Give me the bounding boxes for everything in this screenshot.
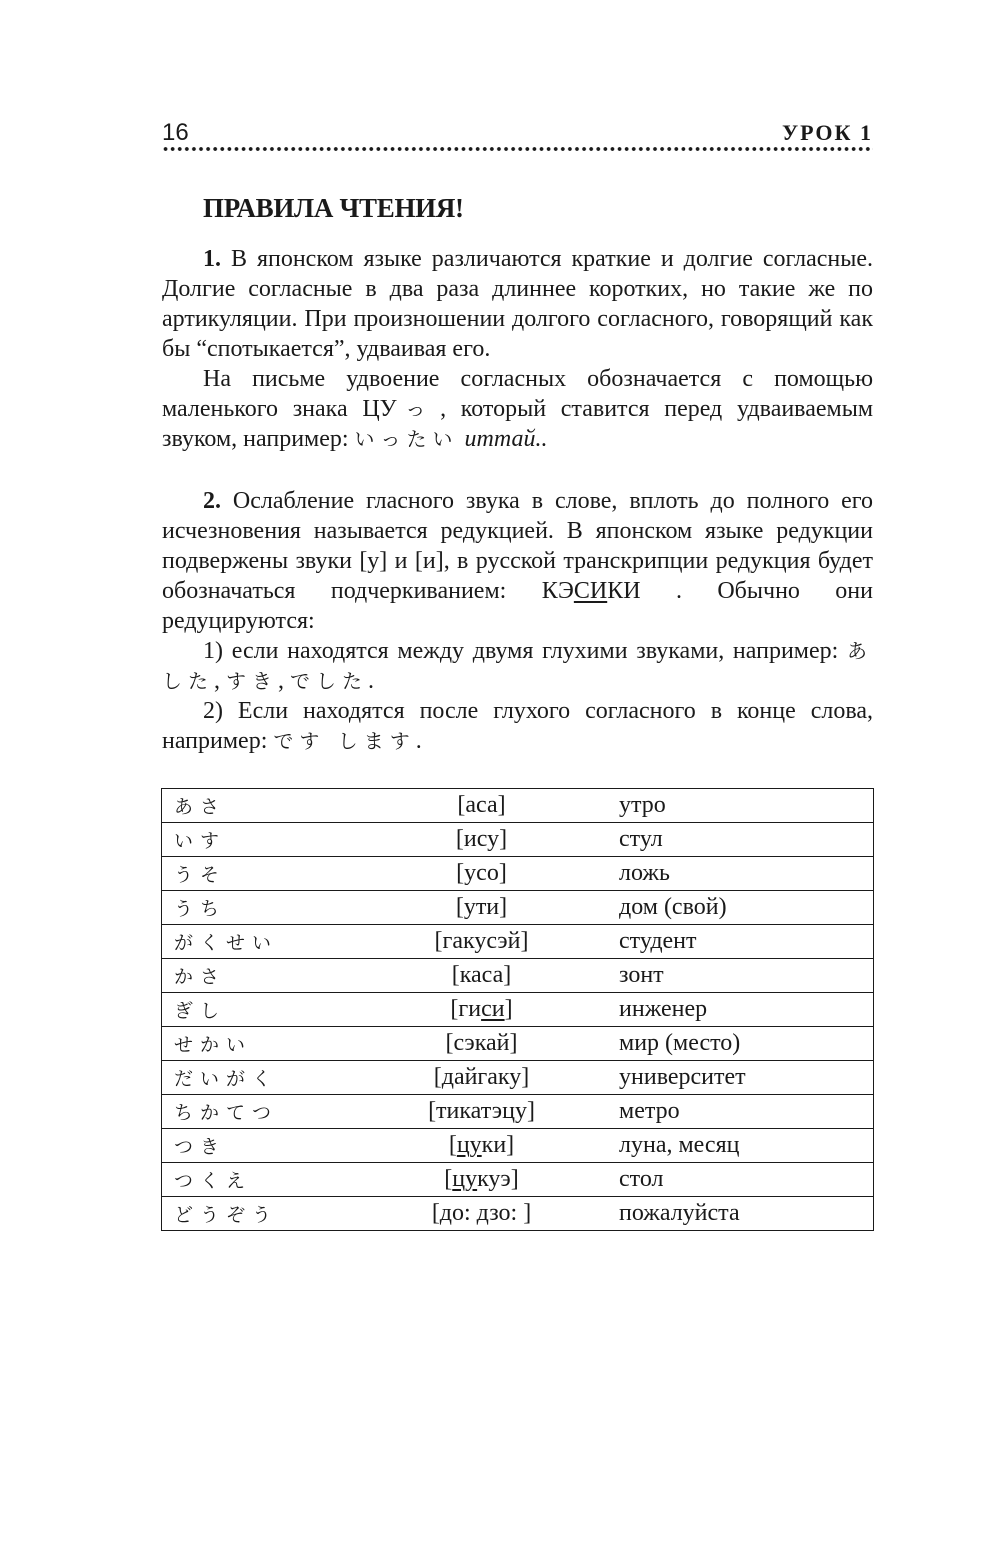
reduction-example-underlined: СИ (573, 578, 608, 604)
transcription-part: [дайгаку] (433, 1064, 530, 1090)
rule-1-paragraph-2 (162, 364, 873, 454)
transcription-part: [ (448, 1132, 457, 1158)
transcription-part: [ги (450, 996, 482, 1022)
transcription-part: куэ] (477, 1166, 519, 1192)
dotted-divider (162, 146, 873, 152)
kana-cell: うち (162, 891, 375, 925)
meaning-cell: луна, месяц (589, 1129, 874, 1163)
rule-2-case-2 (162, 696, 873, 756)
rule-1-number: 1. (203, 246, 221, 272)
table-row (162, 1129, 874, 1163)
table-row (162, 857, 874, 891)
transcription-part: ] (504, 996, 513, 1022)
page-number: 16 (162, 119, 189, 146)
rule-2-paragraph (162, 486, 873, 636)
transcription-cell (374, 1129, 589, 1163)
kana-cell: つくえ (162, 1163, 375, 1197)
table-row (162, 1095, 874, 1129)
rule-2-text-end: . Обычно они редуцируются: (162, 578, 873, 634)
transcription-cell (374, 1197, 589, 1231)
meaning-cell: стул (589, 823, 874, 857)
meaning-cell: инженер (589, 993, 874, 1027)
kana-cell: つき (162, 1129, 375, 1163)
transcription-part: ки] (481, 1132, 515, 1158)
rule-2-text: Ослабление гласного звука в слове, вплоть до полного его исчезновения называется редукцией. В японском языке редукции подвержены звуки [у] и [и], в русской транскрипции редукция будет обозначаться подчеркиванием: (162, 488, 873, 604)
transcription-cell (374, 959, 589, 993)
case-2-period: . (415, 728, 422, 754)
vocabulary-table (161, 788, 874, 1231)
kana-cell: かさ (162, 959, 375, 993)
transcription-cell (374, 1095, 589, 1129)
rule-2 (162, 486, 873, 756)
transcription-part: [гакусэй] (434, 928, 529, 954)
transcription-part: [аса] (457, 792, 506, 818)
transcription-cell (374, 1027, 589, 1061)
rule-2-number: 2. (203, 488, 221, 514)
transcription-part: [каса] (451, 962, 512, 988)
example-reading: иттай.. (464, 426, 548, 452)
meaning-cell: университет (589, 1061, 874, 1095)
table-row (162, 1061, 874, 1095)
comma-2: , (278, 668, 284, 694)
meaning-cell: метро (589, 1095, 874, 1129)
transcription-part: [ (444, 1166, 453, 1192)
kana-cell: うそ (162, 857, 375, 891)
table-row (162, 1163, 874, 1197)
transcription-cell (374, 993, 589, 1027)
vocabulary-table-body (162, 789, 874, 1231)
table-row (162, 1197, 874, 1231)
transcription-part: [ути] (455, 894, 508, 920)
transcription-part: си (481, 996, 505, 1022)
kana-cell: ぎし (162, 993, 375, 1027)
kana-cell: ちかてつ (162, 1095, 375, 1129)
reduction-example-pre: КЭ (541, 578, 574, 604)
case-1-kana-1: あした (162, 639, 873, 693)
meaning-cell: дом (свой) (589, 891, 874, 925)
case-2-kana: です します (273, 729, 416, 753)
section-title: ПРАВИЛА ЧТЕНИЯ! (203, 193, 464, 223)
meaning-cell: пожалуйста (589, 1197, 874, 1231)
meaning-cell: стол (589, 1163, 874, 1197)
case-2-text: 2) Если находятся после глухого согласного в конце слова, например: (162, 698, 873, 754)
transcription-cell (374, 1061, 589, 1095)
table-row (162, 823, 874, 857)
rule-1-text-2a: На письме удвоение согласных обозначается с помощью маленького знака ЦУ (162, 366, 873, 422)
case-1-text: 1) если находятся между двумя глухими звуками, например: (203, 638, 847, 664)
table-row (162, 925, 874, 959)
rule-1-text-2b: , который ставится перед удваиваемым звуком, например: (162, 396, 874, 452)
tsu-kana: っ (396, 397, 441, 421)
example-kana: いったい (354, 427, 459, 451)
kana-cell: だいがく (162, 1061, 375, 1095)
case-1-kana-3: でした (290, 669, 368, 693)
transcription-part: [усо] (456, 860, 507, 886)
transcription-cell (374, 823, 589, 857)
meaning-cell: ложь (589, 857, 874, 891)
transcription-cell (374, 1163, 589, 1197)
rule-2-case-1 (162, 636, 873, 696)
transcription-cell (374, 857, 589, 891)
kana-cell: せかい (162, 1027, 375, 1061)
table-row (162, 959, 874, 993)
table-row (162, 789, 874, 823)
transcription-part: [ису] (455, 826, 508, 852)
rule-1-paragraph (162, 244, 873, 364)
transcription-cell (374, 789, 589, 823)
table-row (162, 891, 874, 925)
case-1-period: . (368, 668, 374, 694)
transcription-part: цу (452, 1166, 478, 1192)
transcription-cell (374, 925, 589, 959)
meaning-cell: зонт (589, 959, 874, 993)
reduction-example-post: КИ (607, 578, 641, 604)
comma-1: , (214, 668, 220, 694)
running-title: УРОК 1 (781, 120, 873, 145)
case-1-kana-2: すき (226, 669, 278, 693)
meaning-cell: студент (589, 925, 874, 959)
transcription-part: цу (456, 1132, 482, 1158)
kana-cell: がくせい (162, 925, 375, 959)
transcription-part: [тикатэцу] (428, 1098, 535, 1124)
kana-cell: あさ (162, 789, 375, 823)
kana-cell: いす (162, 823, 375, 857)
table-row (162, 993, 874, 1027)
meaning-cell: утро (589, 789, 874, 823)
rule-1 (162, 244, 873, 454)
transcription-part: [до: дзо: ] (431, 1200, 532, 1226)
rule-1-text: В японском языке различаются краткие и долгие согласные. Долгие согласные в два раза длиннее коротких, но такие же по артикуляции. При произношении долгого согласного, говорящий как бы “спотыкается”, удваивая его. (162, 246, 873, 362)
table-row (162, 1027, 874, 1061)
kana-cell: どうぞう (162, 1197, 375, 1231)
transcription-cell (374, 891, 589, 925)
reduction-example (542, 578, 641, 604)
meaning-cell: мир (место) (589, 1027, 874, 1061)
transcription-part: [сэкай] (445, 1030, 518, 1056)
